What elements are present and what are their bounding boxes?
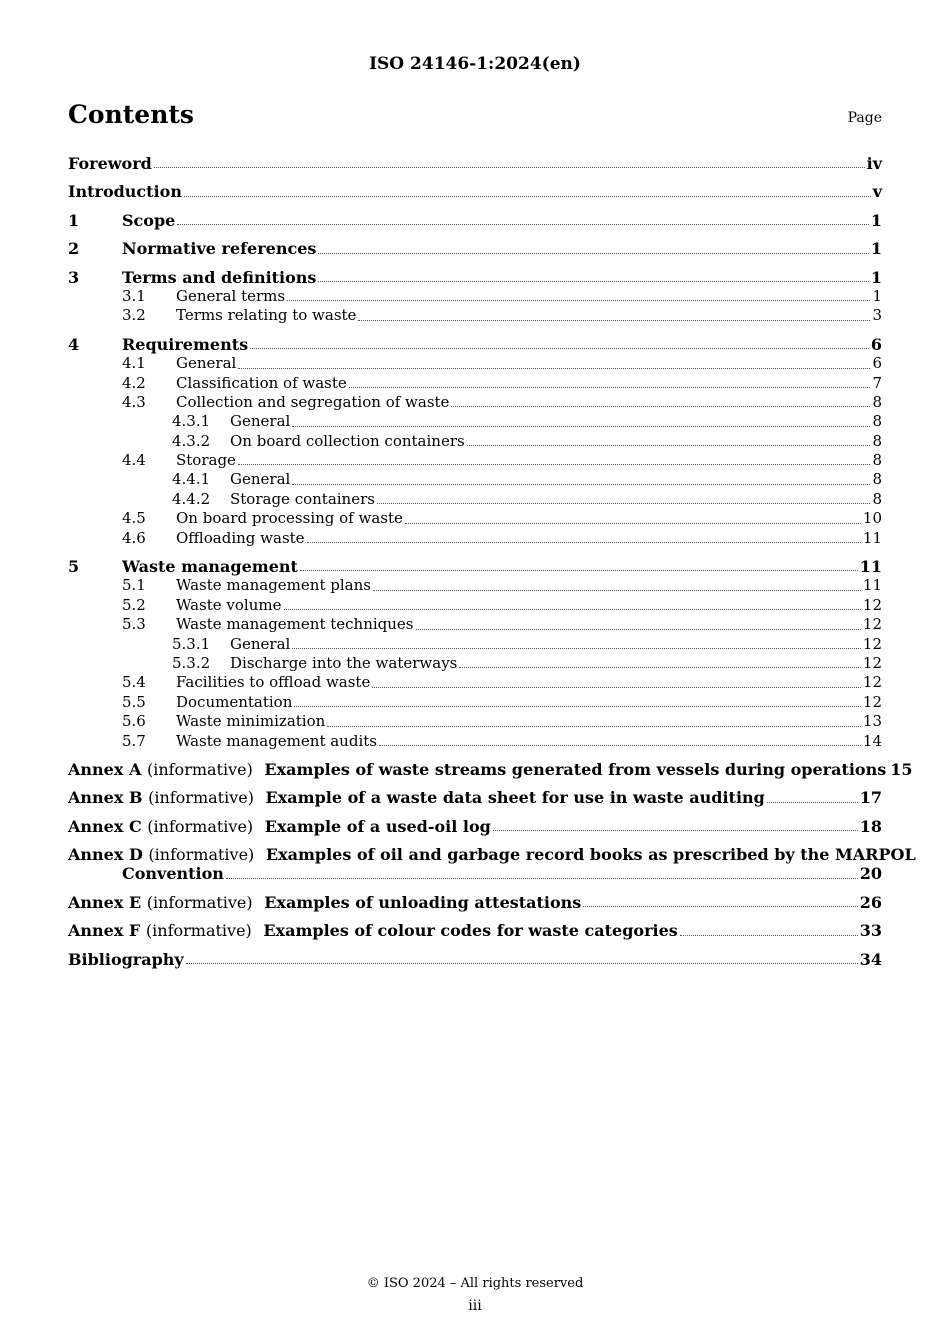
toc-page: 12 <box>862 595 882 614</box>
toc-entry-3[interactable] <box>68 268 882 287</box>
toc-title: Foreword <box>68 153 152 173</box>
toc-page: 8 <box>872 470 882 489</box>
toc-annex-heading <box>68 893 581 912</box>
toc-page: 6 <box>870 334 882 354</box>
toc-entry-3-2[interactable] <box>68 306 882 325</box>
toc-page: 11 <box>862 528 882 547</box>
toc-page: 12 <box>862 615 882 634</box>
dot-leader <box>451 405 870 407</box>
toc-page: 8 <box>872 392 882 411</box>
toc-page: 3 <box>872 306 882 325</box>
toc-number: 4.3.2 <box>172 431 211 450</box>
toc-page: 8 <box>872 489 882 508</box>
dot-leader <box>767 801 858 803</box>
toc-number: 5.3.2 <box>172 653 211 672</box>
dot-leader <box>250 347 869 349</box>
annex-label: Annex D <box>68 845 143 865</box>
toc-page: 20 <box>859 864 882 884</box>
toc-page: 6 <box>872 354 882 373</box>
dot-leader <box>186 962 858 964</box>
table-of-contents <box>68 150 916 969</box>
toc-title: Waste volume <box>176 595 282 614</box>
toc-entry-3-1[interactable] <box>68 287 882 306</box>
toc-title: Scope <box>122 210 176 230</box>
toc-entry-annex-f[interactable] <box>68 921 882 940</box>
toc-number: 5.2 <box>122 595 146 614</box>
annex-label: Annex E <box>68 892 142 912</box>
toc-entry-5-3-2[interactable] <box>68 654 882 673</box>
dot-leader <box>373 589 861 591</box>
toc-entry-annex-d[interactable] <box>68 845 916 865</box>
toc-number: 1 <box>68 210 80 230</box>
toc-page: 12 <box>862 673 882 692</box>
toc-page: 17 <box>859 788 882 808</box>
document-identifier: ISO 24146-1:2024(en) <box>369 54 581 74</box>
toc-page: 12 <box>862 692 882 711</box>
toc-number: 5.4 <box>122 673 146 692</box>
toc-number: 4.5 <box>122 509 146 528</box>
toc-title: Waste management plans <box>176 576 371 595</box>
toc-entry-5-1[interactable] <box>68 576 882 595</box>
toc-annex-heading <box>68 788 765 807</box>
dot-leader <box>583 905 857 907</box>
toc-page: 1 <box>870 267 882 287</box>
toc-number: 5 <box>68 557 80 577</box>
toc-number: 5.6 <box>122 712 146 731</box>
toc-entry-annex-c[interactable] <box>68 817 882 836</box>
toc-entry-5-4[interactable] <box>68 673 882 692</box>
toc-number: 3.1 <box>122 286 146 305</box>
toc-annex-heading <box>68 817 491 836</box>
toc-title: Discharge into the waterways <box>230 653 458 672</box>
toc-entry-4-6[interactable] <box>68 529 882 548</box>
toc-page: 1 <box>870 239 882 259</box>
toc-number: 3 <box>68 267 80 287</box>
toc-title: Waste management techniques <box>176 615 414 634</box>
toc-number: 4.4 <box>122 451 146 470</box>
toc-number: 4.6 <box>122 528 146 547</box>
annex-label: Annex A <box>68 759 142 779</box>
toc-entry-5-7[interactable] <box>68 732 882 751</box>
toc-entry-annex-e[interactable] <box>68 893 882 912</box>
dot-leader <box>318 252 868 254</box>
dot-leader <box>349 386 871 388</box>
toc-page: 14 <box>862 731 882 750</box>
dot-leader <box>238 463 871 465</box>
toc-number: 4 <box>68 334 80 354</box>
toc-annex-heading <box>68 760 886 779</box>
toc-annex-heading <box>68 845 916 864</box>
toc-title: General terms <box>176 286 286 305</box>
annex-title: Example of a used-oil log <box>264 816 491 836</box>
dot-leader <box>327 725 861 727</box>
dot-leader <box>493 829 858 831</box>
toc-number: 5.7 <box>122 731 146 750</box>
dot-leader <box>177 223 869 225</box>
toc-title: On board processing of waste <box>176 509 403 528</box>
dot-leader <box>184 195 871 197</box>
page-column-label: Page <box>847 110 882 126</box>
toc-entry-4-4-2[interactable] <box>68 490 882 509</box>
toc-number: 4.4.1 <box>172 470 211 489</box>
annex-label: Annex C <box>68 816 142 836</box>
toc-title: Requirements <box>122 334 249 354</box>
toc-entry-5-5[interactable] <box>68 693 882 712</box>
dot-leader <box>377 502 870 504</box>
toc-entry-5[interactable] <box>68 557 882 576</box>
toc-number: 5.3 <box>122 615 146 634</box>
toc-title: Introduction <box>68 182 182 202</box>
annex-title: Example of a waste data sheet for use in waste auditing <box>265 788 765 808</box>
toc-entry-annex-d-continued[interactable] <box>68 865 882 884</box>
toc-page: 1 <box>870 210 882 230</box>
dot-leader <box>405 522 861 524</box>
toc-title: Terms relating to waste <box>176 306 357 325</box>
toc-page: 11 <box>862 576 882 595</box>
toc-entry-4-1[interactable] <box>68 354 882 373</box>
toc-title: Storage <box>176 451 236 470</box>
annex-informative: (informative) <box>147 816 254 836</box>
dot-leader <box>379 744 861 746</box>
toc-title: Waste management audits <box>176 731 377 750</box>
toc-entry-2[interactable] <box>68 239 882 258</box>
annex-label: Annex F <box>68 921 141 941</box>
dot-leader <box>226 877 858 879</box>
toc-entry-5-2[interactable] <box>68 596 882 615</box>
toc-entry-bibliography[interactable] <box>68 950 882 969</box>
toc-title: General <box>230 634 291 653</box>
toc-entry-4-2[interactable] <box>68 374 882 393</box>
toc-annex-heading <box>68 921 678 940</box>
dot-leader <box>459 666 861 668</box>
toc-title: Storage containers <box>230 489 375 508</box>
dot-leader <box>680 934 858 936</box>
toc-entry-4-5[interactable] <box>68 509 882 528</box>
contents-title: Contents <box>68 100 195 129</box>
toc-page: 34 <box>859 949 882 969</box>
toc-entry-annex-a[interactable] <box>68 759 913 779</box>
toc-number: 5.3.1 <box>172 634 211 653</box>
dot-leader <box>292 647 861 649</box>
toc-title: Waste management <box>122 557 298 577</box>
annex-label: Annex B <box>68 788 143 808</box>
annex-informative: (informative) <box>146 892 253 912</box>
toc-title: General <box>230 470 291 489</box>
dot-leader <box>372 686 861 688</box>
toc-page: 15 <box>890 759 913 779</box>
dot-leader <box>292 483 870 485</box>
dot-leader <box>467 444 871 446</box>
dot-leader <box>416 628 861 630</box>
annex-informative: (informative) <box>146 759 253 779</box>
toc-page: 8 <box>872 412 882 431</box>
toc-number: 4.3 <box>122 392 146 411</box>
toc-page: 8 <box>872 431 882 450</box>
toc-title: Documentation <box>176 692 293 711</box>
toc-number: 3.2 <box>122 306 146 325</box>
dot-leader <box>238 367 870 369</box>
toc-title: General <box>230 412 291 431</box>
toc-page: 12 <box>862 653 882 672</box>
toc-entry-4-4-1[interactable] <box>68 470 882 489</box>
toc-page: 8 <box>872 451 882 470</box>
dot-leader <box>292 425 870 427</box>
toc-entry-4-4[interactable] <box>68 451 882 470</box>
toc-title: Facilities to offload waste <box>176 673 371 692</box>
annex-title: Examples of oil and garbage record books as prescribed by the MARPOL <box>265 845 916 865</box>
annex-informative: (informative) <box>145 921 252 941</box>
toc-page: 18 <box>859 816 882 836</box>
page-number: iii <box>468 1298 482 1314</box>
annex-title: Examples of colour codes for waste categories <box>263 921 678 941</box>
toc-title: Normative references <box>122 239 317 259</box>
dot-leader <box>287 299 870 301</box>
toc-title: Bibliography <box>68 949 184 969</box>
toc-number: 4.2 <box>122 373 146 392</box>
dot-leader <box>318 280 868 282</box>
toc-number: 2 <box>68 239 80 259</box>
toc-number: 5.5 <box>122 692 146 711</box>
annex-title: Examples of waste streams generated from vessels during operations <box>264 759 887 779</box>
toc-page: 10 <box>862 509 882 528</box>
toc-page: 1 <box>872 286 882 305</box>
toc-number: 5.1 <box>122 576 146 595</box>
toc-page: iv <box>866 153 882 173</box>
toc-title: Offloading waste <box>176 528 305 547</box>
toc-entry-4-3[interactable] <box>68 393 882 412</box>
dot-leader <box>307 541 861 543</box>
copyright-notice: © ISO 2024 – All rights reserved <box>366 1276 584 1291</box>
toc-entry-5-3-1[interactable] <box>68 635 882 654</box>
toc-title: Terms and definitions <box>122 267 317 287</box>
toc-entry-4[interactable] <box>68 335 882 354</box>
toc-page: v <box>872 182 882 202</box>
toc-page: 33 <box>859 921 882 941</box>
dot-leader <box>300 569 858 571</box>
annex-informative: (informative) <box>148 845 255 865</box>
toc-entry-introduction[interactable] <box>68 182 882 201</box>
toc-number: 4.1 <box>122 354 146 373</box>
toc-title: General <box>176 354 237 373</box>
toc-entry-1[interactable] <box>68 211 882 230</box>
toc-page: 12 <box>862 634 882 653</box>
toc-entry-4-3-2[interactable] <box>68 432 882 451</box>
dot-leader <box>284 608 861 610</box>
toc-entry-5-3[interactable] <box>68 615 882 634</box>
toc-title: On board collection containers <box>230 431 465 450</box>
dot-leader <box>154 166 865 168</box>
toc-entry-foreword[interactable] <box>68 154 882 173</box>
toc-number: 4.4.2 <box>172 489 211 508</box>
toc-page: 13 <box>862 712 882 731</box>
toc-entry-annex-b[interactable] <box>68 788 882 807</box>
annex-title-continued: Convention <box>122 864 224 884</box>
toc-page: 11 <box>859 557 882 577</box>
toc-page: 26 <box>859 892 882 912</box>
toc-entry-4-3-1[interactable] <box>68 412 882 431</box>
dot-leader <box>358 319 870 321</box>
toc-number: 4.3.1 <box>172 412 211 431</box>
annex-informative: (informative) <box>148 788 254 808</box>
toc-title: Waste minimization <box>176 712 326 731</box>
toc-page: 7 <box>872 373 882 392</box>
toc-entry-5-6[interactable] <box>68 712 882 731</box>
toc-title: Classification of waste <box>176 373 347 392</box>
toc-title: Collection and segregation of waste <box>176 392 450 411</box>
annex-title: Examples of unloading attestations <box>264 892 582 912</box>
dot-leader <box>294 705 861 707</box>
